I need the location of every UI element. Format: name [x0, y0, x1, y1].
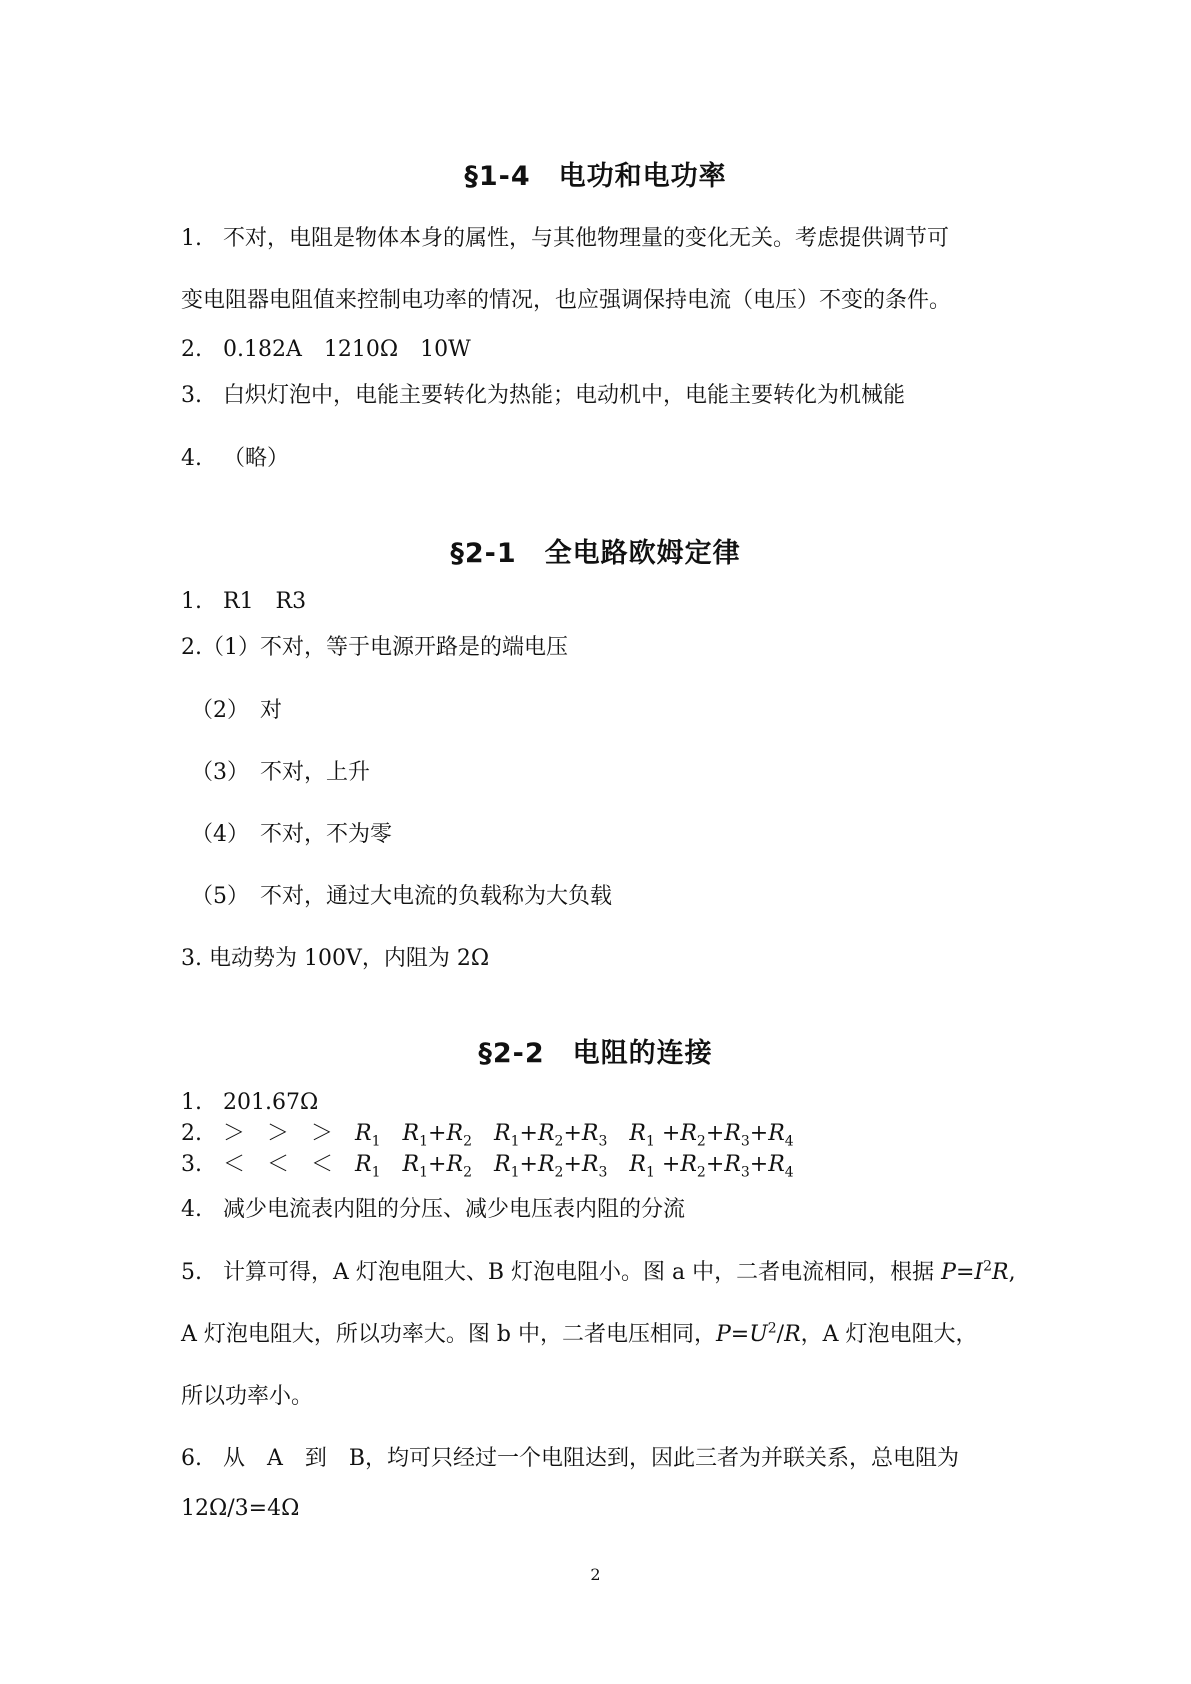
- answer-2-1-q2-item3: （3） 不对，上升: [191, 760, 370, 785]
- page-number: 2: [590, 1565, 601, 1584]
- section-title-2-2: §2-2 电阻的连接: [478, 1038, 713, 1069]
- answer-2-2-q5-line2: A 灯泡电阻大，所以功率大。图 b 中，二者电压相同，$P=U^2/R$，A 灯泡电阻大，: [181, 1320, 978, 1347]
- answer-2-1-q2-item4: （4） 不对，不为零: [191, 822, 392, 847]
- answer-1-4-q1-line2: 变电阻器电阻值来控制电功率的情况，也应强调保持电流（电压）不变的条件。: [181, 288, 952, 313]
- answer-2-1-q1: 1. R1 R3: [181, 589, 307, 614]
- answer-2-2-q6-line2: 12Ω/3=4Ω: [181, 1496, 300, 1521]
- answer-2-1-q2-intro: 2.（1）不对，等于电源开路是的端电压: [181, 635, 568, 660]
- answer-2-2-q6-line1: 6. 从 A 到 B，均可只经过一个电阻达到，因此三者为并联关系，总电阻为: [181, 1446, 960, 1471]
- answer-2-1-q3: 3. 电动势为 100V，内阻为 2Ω: [181, 946, 490, 971]
- answer-2-2-q2: 2. ＞ ＞ ＞ $R_1$ $R_1+R_2$ $R_1+R_2+R_3$ $R_1 +R_2+R_3+R_4$: [181, 1121, 794, 1150]
- answer-2-1-q2-item2: （2） 对: [191, 698, 282, 723]
- answer-1-4-q2: 2. 0.182A 1210Ω 10W: [181, 337, 471, 362]
- section-title-2-1: §2-1 全电路欧姆定律: [450, 538, 741, 569]
- answer-2-2-q5-line1: 5. 计算可得，A 灯泡电阻大、B 灯泡电阻小。图 a 中，二者电流相同，根据 $P=I^2R$,: [181, 1258, 1016, 1285]
- section-title-1-4: §1-4 电功和电功率: [464, 161, 727, 192]
- answer-2-2-q5-line3: 所以功率小。: [181, 1384, 314, 1409]
- answer-2-2-q4: 4. 减少电流表内阻的分压、减少电压表内阻的分流: [181, 1197, 686, 1222]
- answer-1-4-q4: 4. （略）: [181, 446, 290, 471]
- answer-1-4-q3: 3. 白炽灯泡中，电能主要转化为热能；电动机中，电能主要转化为机械能: [181, 383, 906, 408]
- answer-1-4-q1-line1: 1. 不对，电阻是物体本身的属性，与其他物理量的变化无关。考虑提供调节可: [181, 226, 950, 251]
- answer-2-2-q1: 1. 201.67Ω: [181, 1090, 319, 1115]
- answer-2-1-q2-item5: （5） 不对，通过大电流的负载称为大负载: [191, 884, 612, 909]
- answer-2-2-q3: 3. ＜ ＜ ＜ $R_1$ $R_1+R_2$ $R_1+R_2+R_3$ $R_1 +R_2+R_3+R_4$: [181, 1152, 794, 1181]
